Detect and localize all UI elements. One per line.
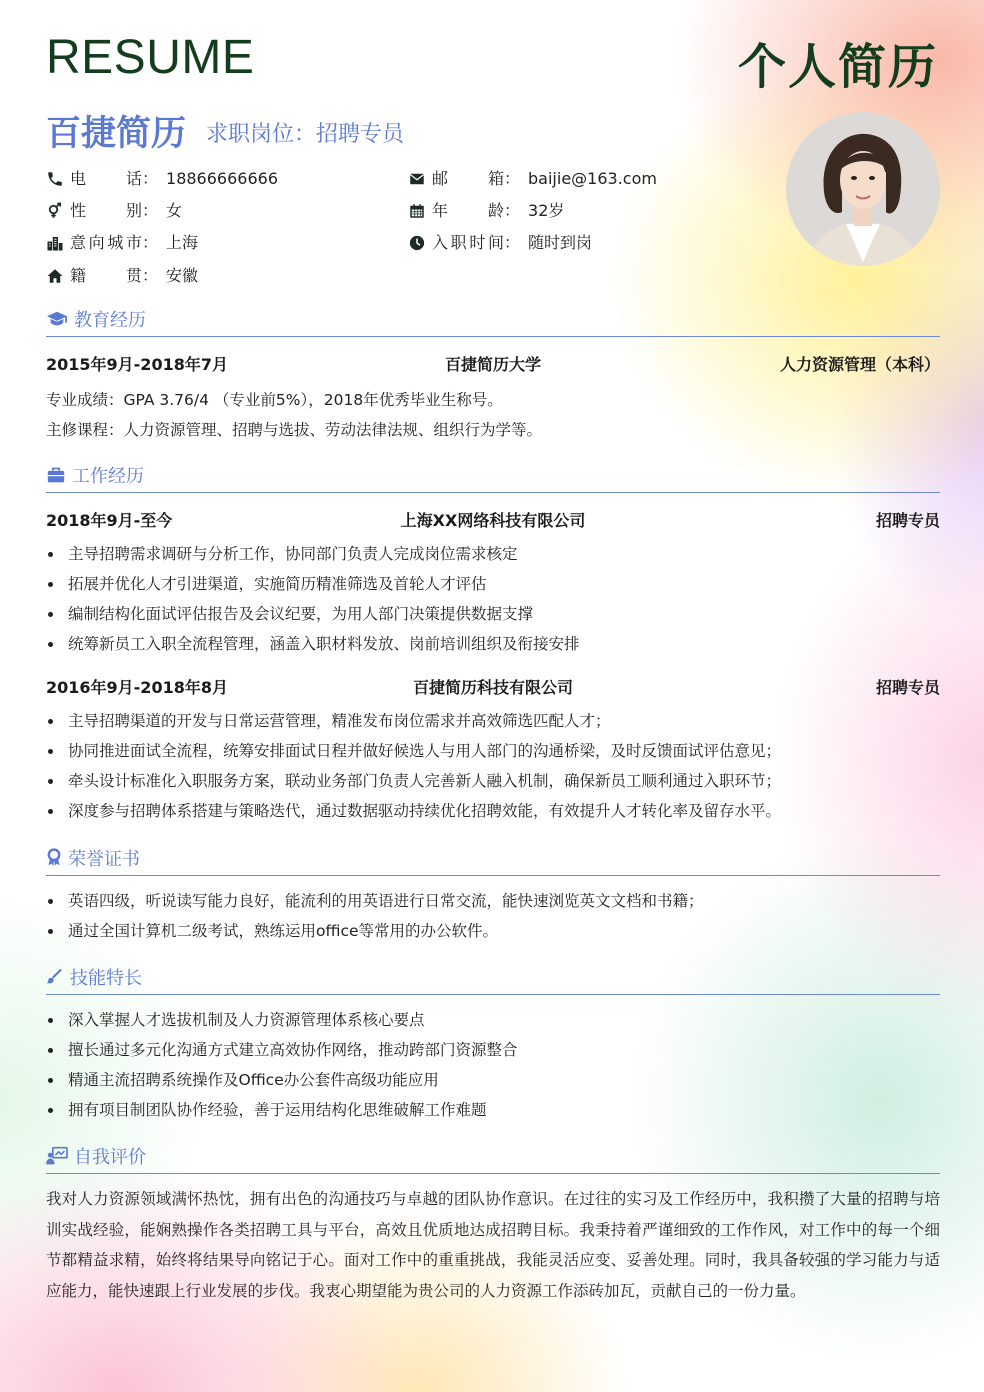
job-target: 求职岗位：招聘专员 xyxy=(206,122,405,147)
list-item: 主导招聘需求调研与分析工作，协同部门负责人完成岗位需求核定 xyxy=(46,539,580,569)
presentation-icon xyxy=(46,1146,68,1166)
job-row xyxy=(46,675,940,698)
list-item: 统筹新员工入职全流程管理，涵盖入职材料发放、岗前培训组织及衔接安排 xyxy=(46,629,580,659)
education-row xyxy=(46,352,940,375)
education-line: 主修课程：人力资源管理、招聘与选拔、劳动法律法规、组织行为学等。 xyxy=(46,421,543,439)
brush-icon xyxy=(46,968,64,986)
job-duties-list xyxy=(46,706,781,826)
info-phone: 电话 ： 18866666666 xyxy=(46,168,278,190)
section-skills-title: 技能特长 xyxy=(70,968,142,989)
job-period: 2018年9月-至今 xyxy=(46,511,173,530)
list-item: 擅长通过多元化沟通方式建立高效协作网络，推动跨部门资源整合 xyxy=(46,1035,518,1065)
briefcase-icon xyxy=(46,466,66,484)
list-item: 英语四级，听说读写能力良好，能流利的用英语进行日常交流，能快速浏览英文文档和书籍； xyxy=(46,886,704,916)
list-item: 编制结构化面试评估报告及会议纪要，为用人部门决策提供数据支撑 xyxy=(46,599,580,629)
resume-title-cn: 个人简历 xyxy=(737,39,938,95)
info-age: 年龄 ： 32岁 xyxy=(408,200,564,222)
job-company: 上海XX网络科技有限公司 xyxy=(400,511,586,530)
list-item: 精通主流招聘系统操作及Office办公套件高级功能应用 xyxy=(46,1065,518,1095)
list-item: 拓展并优化人才引进渠道，实施简历精准筛选及首轮人才评估 xyxy=(46,569,580,599)
self-evaluation-text: 我对人力资源领域满怀热忱，拥有出色的沟通技巧与卓越的团队协作意识。在过往的实习及工作经历中，我积攒了大量的招聘与培训实战经验，能娴熟操作各类招聘工具与平台，高效且优质地达成招聘目标。我秉持着严谨细致的工作作风，对工作中的每一个细节都精益求精，始终将结果导向铭记于心。面对工作中的重重挑战，我能灵活应变、妥善处理。同时，我具备较强的学习能力与适应能力，能快速跟上行业发展的步伐。我衷心期望能为贵公司的人力资源工作添砖加瓦，贡献自己的一份力量。 xyxy=(46,1190,940,1300)
section-skills-header xyxy=(46,964,940,995)
list-item: 牵头设计标准化入职服务方案，联动业务部门负责人完善新人融入机制，确保新员工顺利通过入职环节； xyxy=(46,766,781,796)
section-honors-title: 荣誉证书 xyxy=(68,849,140,870)
award-icon xyxy=(46,848,62,868)
education-school: 百捷简历大学 xyxy=(444,355,541,374)
job-duties-list xyxy=(46,539,580,659)
resume-title-en: RESUME xyxy=(46,31,255,84)
gender-icon xyxy=(46,202,64,220)
section-work-header xyxy=(46,462,940,493)
candidate-name: 百捷简历 xyxy=(46,114,187,154)
list-item: 通过全国计算机二级考试，熟练运用office等常用的办公软件。 xyxy=(46,916,704,946)
phone-icon xyxy=(46,170,64,188)
info-city: 意向城市 ： 上海 xyxy=(46,232,198,254)
section-honors-header xyxy=(46,845,940,876)
city-icon xyxy=(46,234,64,252)
home-icon xyxy=(46,267,64,285)
avatar xyxy=(786,112,940,266)
job-role: 招聘专员 xyxy=(875,511,940,530)
section-work-title: 工作经历 xyxy=(72,466,144,487)
education-line: 专业成绩：GPA 3.76/4 （专业前5%），2018年优秀毕业生称号。 xyxy=(46,391,503,409)
education-major: 人力资源管理（本科） xyxy=(779,355,940,374)
job-period: 2016年9月-2018年8月 xyxy=(46,678,228,697)
job-company: 百捷简历科技有限公司 xyxy=(412,678,573,697)
job-role: 招聘专员 xyxy=(875,678,940,697)
list-item: 深入掌握人才选拔机制及人力资源管理体系核心要点 xyxy=(46,1005,518,1035)
info-hometown: 籍贯 ： 安徽 xyxy=(46,265,198,287)
list-item: 协同推进面试全流程，统筹安排面试日程并做好候选人与用人部门的沟通桥梁，及时反馈面试评估意见； xyxy=(46,736,781,766)
section-education-title: 教育经历 xyxy=(74,310,146,331)
calendar-icon xyxy=(408,202,426,220)
clock-icon xyxy=(408,234,426,252)
info-email: 邮箱 ： baijie@163.com xyxy=(408,168,657,190)
education-period: 2015年9月-2018年7月 xyxy=(46,355,228,374)
list-item: 拥有项目制团队协作经验，善于运用结构化思维破解工作难题 xyxy=(46,1095,518,1125)
info-start-time: 入职时间 ： 随时到岗 xyxy=(408,232,592,254)
job-row xyxy=(46,508,940,531)
section-education-header xyxy=(46,306,940,337)
skills-list xyxy=(46,1005,518,1125)
list-item: 主导招聘渠道的开发与日常运营管理，精准发布岗位需求并高效筛选匹配人才； xyxy=(46,706,781,736)
section-self-header xyxy=(46,1143,940,1174)
section-self-title: 自我评价 xyxy=(74,1147,146,1168)
mail-icon xyxy=(408,170,426,188)
graduation-cap-icon xyxy=(46,309,68,329)
list-item: 深度参与招聘体系搭建与策略迭代，通过数据驱动持续优化招聘效能，有效提升人才转化率及留存水平。 xyxy=(46,796,781,826)
info-gender: 性别 ： 女 xyxy=(46,200,182,222)
honors-list xyxy=(46,886,704,946)
